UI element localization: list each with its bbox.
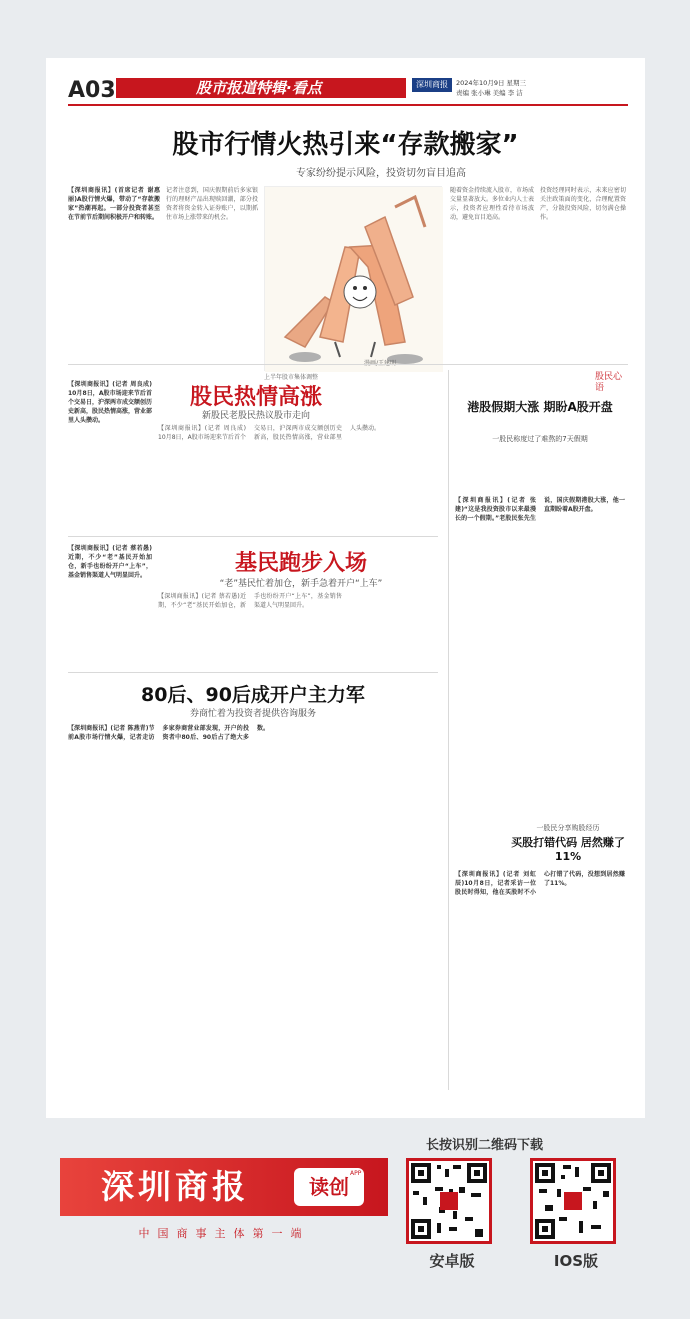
section4-body: 【深圳商报讯】(记者 陈燕青)节前A股市场行情火爆，记者走访多家券商营业部发现，开户的投资者中80后、90后占了绝大多数。 (68, 725, 270, 741)
android-qr-code[interactable] (406, 1158, 492, 1244)
sidebar2-kicker: 一股民分享购股经历 (536, 824, 600, 832)
cartoon-illustration (264, 186, 442, 371)
android-label: 安卓版 (429, 1252, 475, 1270)
cartoon-caption: 上半年股市集体调整 (264, 374, 319, 381)
section-banner-title: 股市报道特辑·看点 (196, 79, 322, 97)
sidebar-2-header (508, 823, 628, 864)
section3-column-1: 【深圳商报讯】(记者 蔡若愚)近期，不少“老”基民开始加仓，新手也纷纷开户“上车”，基金销售渠道人气明显回升。 (68, 545, 152, 579)
sidebar2-body: 【深圳商报讯】(记者 刘虹辰)10月8日，记者采访一位股民时得知，他在买股时不小心打错了代码，没想到居然赚了11%。 (455, 871, 625, 896)
app-superscript: APP (350, 1170, 362, 1177)
newspaper-logo-small: 深圳商报 (412, 78, 452, 92)
main-column-2: 记者注意到，国庆假期前后多家银行的理财产品出现赎回潮，部分投资者将资金转入证券账户，以期抓住市场上涨带来的机会。 (166, 187, 258, 221)
section4-title: 80后、90后成开户主力军 (141, 684, 365, 706)
sidebar2-headline: 买股打错代码 居然赚了11% (511, 836, 625, 863)
headline-main: 股市行情火热引来“存款搬家” (172, 130, 519, 160)
main-column-4: 随着资金持续流入股市，市场成交量显著放大。多位业内人士表示，投资者应理性看待市场波动，避免盲目追高。 (450, 187, 534, 221)
subhead-main: 专家纷纷提示风险，投资切勿盲目追高 (296, 168, 466, 179)
ios-qr-code[interactable] (530, 1158, 616, 1244)
sidebar-1 (455, 372, 625, 492)
section2-title: 股民热情高涨 (189, 385, 322, 410)
section3-body: 【深圳商报讯】(记者 蔡若愚)近期，不少“老”基民开始加仓，新手也纷纷开户“上车”，基金销售渠道人气明显回升。 (158, 593, 342, 609)
main-column-1: 【深圳商报讯】(首席记者 谢惠丽)A股行情火爆，带动了“存款搬家”热潮再起。一部分投资者甚至在节前节后期间积极开户和转账。 (68, 187, 160, 221)
section4-subtitle: 券商忙着为投资者提供咨询服务 (189, 709, 316, 719)
sidebar-tag: 股民心语 (595, 372, 623, 393)
brand-logo: 深圳商报 (101, 1167, 249, 1206)
edition-info: 2024年10月9日 星期三 责编 张小琳 美编 李 洁 (456, 79, 527, 97)
newspaper-page (46, 58, 645, 1118)
divider (68, 536, 438, 537)
section2-subtitle: 新股民老股民热议股市走向 (201, 411, 310, 421)
download-title: 长按识别二维码下载 (426, 1138, 544, 1153)
divider (448, 370, 449, 1090)
sidebar1-subhead: 一股民称度过了难熬的7天假期 (492, 435, 588, 443)
divider (68, 672, 438, 673)
footer (46, 1118, 645, 1268)
sidebar1-headline: 港股假期大涨 期盼A股开盘 (467, 400, 613, 414)
section2-body: 【深圳商报讯】(记者 周良成) 10月8日，A股市场迎来节后首个交易日，沪深两市成交额创历史新高，股民热情高涨，营业部里人头攒动。 (158, 425, 381, 441)
section3-title: 基民跑步入场 (234, 551, 367, 576)
section2-column-1: 【深圳商报讯】(记者 周良成) 10月8日，A股市场迎来节后首个交易日，沪深两市成交额创历史新高，股民热情高涨，营业部里人头攒动。 (68, 381, 152, 424)
masthead (46, 58, 645, 110)
ios-label: IOS版 (553, 1252, 599, 1270)
slogan: 中国商事主体第一端 (138, 1227, 310, 1240)
divider (68, 364, 628, 365)
sidebar1-body: 【深圳商报讯】(记者 张建)“这是我投资股市以来最漫长的一个假期。”老股民张先生说，国庆假期港股大涨，他一直期盼着A股开盘。 (455, 497, 625, 522)
page-number: A03 (68, 78, 116, 103)
section3-subtitle: “老”基民忙着加仓，新手急着开户“上车” (219, 579, 383, 589)
app-logo: 读创 (309, 1175, 349, 1199)
main-column-5: 投资经理同时表示，未来应密切关注政策面的变化，合理配置资产，分散投资风险，切勿满仓操作。 (540, 187, 626, 221)
masthead-rule (68, 104, 628, 106)
